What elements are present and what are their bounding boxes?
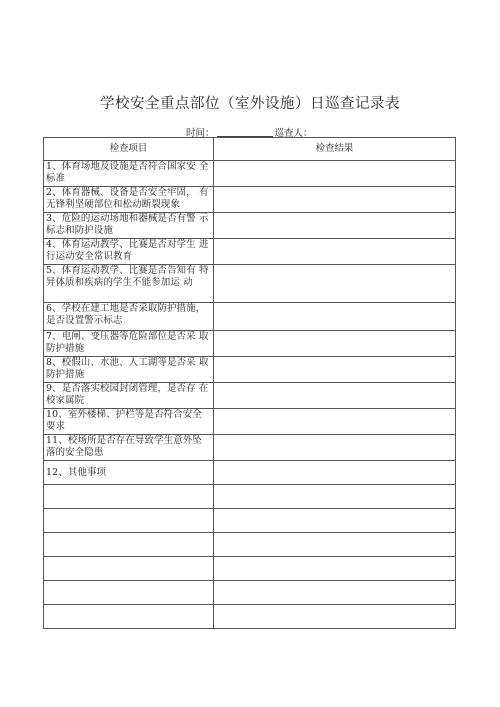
blank-row	[44, 509, 456, 533]
inspector-label: 巡查人：	[274, 128, 313, 139]
blank-row	[44, 581, 456, 605]
table-row	[44, 357, 456, 383]
blank-row	[44, 605, 456, 629]
result-cell[interactable]	[214, 331, 456, 357]
table-row	[44, 303, 456, 331]
item-cell	[44, 435, 214, 461]
result-cell[interactable]	[214, 557, 456, 581]
item-text: 9、是否落实校园封闭管理，是否存 在校家属院	[46, 383, 209, 406]
header-item: 检查项目	[44, 138, 214, 161]
result-cell[interactable]	[214, 265, 456, 303]
result-cell[interactable]	[214, 213, 456, 239]
result-cell[interactable]	[214, 239, 456, 265]
item-cell	[44, 357, 214, 383]
header-result: 检查结果	[214, 138, 456, 161]
result-cell[interactable]	[214, 605, 456, 629]
blank-row	[44, 557, 456, 581]
blank-item-cell[interactable]	[44, 485, 214, 509]
item-cell	[44, 213, 214, 239]
form-title: 学校安全重点部位（室外设施）日巡查记录表	[100, 96, 400, 112]
result-cell[interactable]	[214, 435, 456, 461]
table-row	[44, 265, 456, 303]
item-text: 3、危险的运动场地和器械是否有警 示标志和防护设施	[46, 213, 209, 236]
result-cell[interactable]	[214, 533, 456, 557]
item-text: 11、校场所是否存在导致学生意外坠落的安全隐患	[46, 435, 202, 458]
result-cell[interactable]	[214, 161, 456, 187]
result-cell[interactable]	[214, 187, 456, 213]
item-cell	[44, 331, 214, 357]
item-cell	[44, 265, 214, 303]
table-row	[44, 435, 456, 461]
item-text: 7、电闸、变压器等危险部位是否采 取防护措施	[46, 331, 209, 354]
item-cell	[44, 303, 214, 331]
item-text: 12、其他事项	[46, 466, 107, 478]
blank-row	[44, 533, 456, 557]
result-cell[interactable]	[214, 461, 456, 485]
result-cell[interactable]	[214, 409, 456, 435]
table-row	[44, 161, 456, 187]
table-header-row	[44, 138, 456, 161]
result-cell[interactable]	[214, 357, 456, 383]
item-text: 4、体育运动教学、比赛是否对学生 进行运动安全常识教育	[46, 239, 209, 262]
item-cell	[44, 383, 214, 409]
blank-item-cell[interactable]	[44, 509, 214, 533]
table-row	[44, 409, 456, 435]
item-cell	[44, 409, 214, 435]
result-cell[interactable]	[214, 485, 456, 509]
item-cell	[44, 239, 214, 265]
table-row	[44, 383, 456, 409]
item-cell	[44, 187, 214, 213]
item-cell	[44, 161, 214, 187]
result-cell[interactable]	[214, 509, 456, 533]
table-row	[44, 213, 456, 239]
table-row	[44, 331, 456, 357]
item-text: 2、体育器械、设备是否安全牢固， 有无锋利坚硬部位和松动断裂现象	[46, 187, 209, 210]
blank-item-cell[interactable]	[44, 605, 214, 629]
table-row	[44, 187, 456, 213]
blank-item-cell[interactable]	[44, 581, 214, 605]
table-row	[44, 239, 456, 265]
blank-row	[44, 485, 456, 509]
item-text: 8、校假山、水池、人工湖等是否采 取防护措施	[46, 357, 209, 380]
blank-item-cell[interactable]	[44, 557, 214, 581]
result-cell[interactable]	[214, 383, 456, 409]
blank-item-cell[interactable]	[44, 533, 214, 557]
result-cell[interactable]	[214, 581, 456, 605]
item-cell	[44, 461, 214, 485]
result-cell[interactable]	[214, 303, 456, 331]
item-text: 5、体育运动教学、比赛是否告知有 特异体质和疾病的学生不能参加运 动	[46, 265, 209, 288]
time-blank-field[interactable]	[217, 127, 273, 137]
time-label: 时间：	[186, 128, 215, 139]
table-row	[44, 461, 456, 485]
inspection-table	[43, 137, 456, 629]
item-text: 6、学校在建工地是否采取防护措施，是否设置警示标志	[46, 303, 206, 326]
item-text: 10、室外楼梯、护栏等是否符合安全要求	[46, 409, 202, 432]
item-text: 1、体育场地及设施是否符合国家安 全标准	[46, 161, 209, 184]
